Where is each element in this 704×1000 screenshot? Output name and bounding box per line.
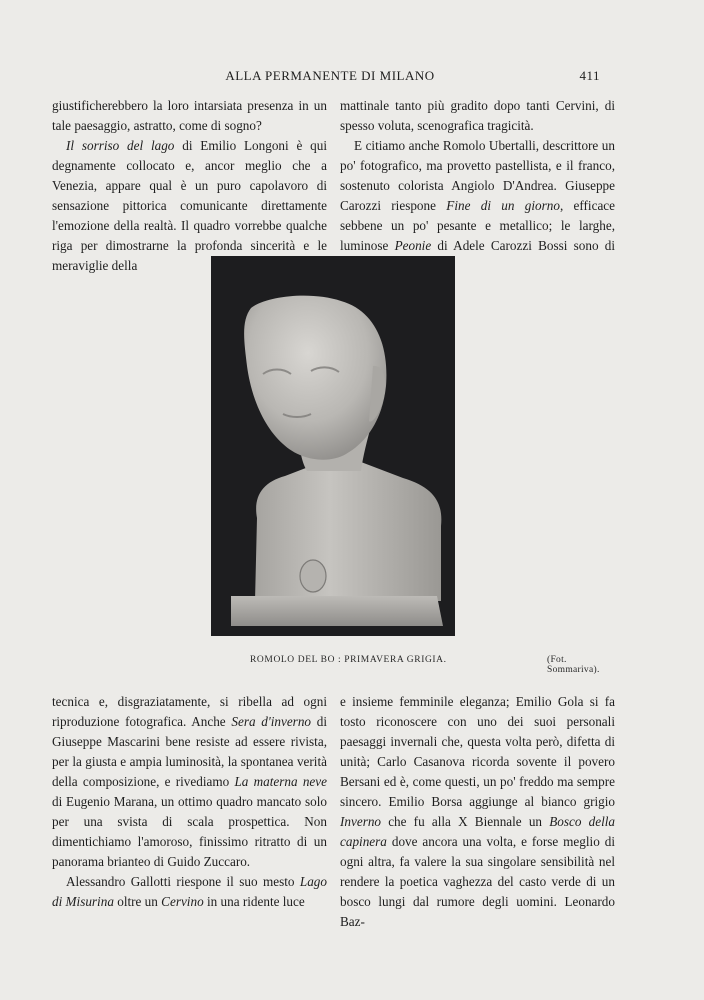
paragraph-text: di Emilio Longoni è qui degnamente collocato e, ancor meglio che a Venezia, appare qual è un puro capolavoro di sensazione pittorica comunicante direttamente l'emozione della realtà. Il quadro vorrebbe qualche riga per dimostrarne la profonda sincerità e le meraviglie della [52,138,327,273]
paragraph-text: dove ancora una volta, e forse meglio di ogni altra, fa valere la sua singolare sensibilità nel rendere la poetica vaghezza del casto verde di un bosco lungi dal rumore degli uomini. Leonardo Baz- [340,834,615,929]
paragraph [52,136,327,276]
paragraph-text: Alessandro Gallotti riespone il suo mesto [66,874,295,889]
artwork-title: Peonie [394,238,432,253]
paragraph-text: di Adele Carozzi Bossi sono di [437,238,616,253]
artwork-title: La materna neve [234,774,327,789]
artwork-title: Inverno [340,814,382,829]
caption-title: ROMOLO DEL BO : PRIMAVERA GRIGIA. [250,655,447,665]
text-column-bottom-left [52,692,327,912]
page-header [52,68,608,86]
sculpture-photograph [211,256,455,636]
paragraph-text: oltre un [117,894,158,909]
text-column-bottom-right [340,692,615,932]
paragraph [340,96,615,136]
artwork-title: Fine di un giorno [446,198,560,213]
paragraph [340,136,615,276]
paragraph-text: che fu alla X Biennale un [388,814,543,829]
paragraph-text: , efficace sebbene un po' pesante e metallico; le larghe, luminose [340,198,615,253]
paragraph-text: e insieme femminile eleganza; Emilio Gola si fa tosto riconoscere con uno dei suoi personali paesaggi invernali che, questa volta però, difetta di unità; Carlo Casanova ricorda sovente il povero Bersani ed è, come questi, un po' freddo ma sempre sincero. Emilio Borsa aggiunge al bianco grigio [340,694,615,809]
bust-brooch [300,560,326,592]
running-title: ALLA PERMANENTE DI MILANO [225,68,435,83]
page-number: 411 [579,68,600,83]
artwork-title: Cervino [161,894,204,909]
paragraph [340,692,615,932]
paragraph-text: di Eugenio Marana, un ottimo quadro mancato solo per una svista di scala prospettica. Non dimentichiamo l'amoroso, finissimo ritratto di un panorama brianteo di Guido Zuccaro. [52,794,327,869]
paragraph-text: in una ridente luce [206,894,305,909]
bust-illustration [211,256,455,636]
paragraph-text: tecnica e, disgraziatamente, si ribella ad ogni riproduzione fotografica. Anche [52,694,327,729]
figure-caption [52,655,608,675]
paragraph [52,96,327,136]
paragraph [52,692,327,872]
photo-credit: (Fot. Sommariva). [547,655,600,675]
bust-torso [255,462,441,601]
text-column-top-right [340,96,615,276]
artwork-title: Lago di Misurina [52,874,327,909]
paragraph [52,872,327,912]
paragraph-text: di Giuseppe Mascarini bene resiste ad essere rivista, per la giusta e ampia luminosità, la spontanea verità della composizione, e rivediamo [52,714,328,789]
paragraph-text: E citiamo anche Romolo Ubertalli, descrittore un po' fotografico, ma provetto pastellista, e il franco, sostenuto colorista Angiolo D'Andrea. Giuseppe Carozzi riespone [340,138,615,213]
paragraph-text: giustificherebbero la loro intarsiata presenza in un tale paesaggio, astratto, come di sogno? [52,98,327,133]
bust-base [231,596,443,626]
artwork-title: Bosco della capinera [340,814,615,849]
artwork-title: Sera d'inverno [231,714,312,729]
text-column-top-left [52,96,327,276]
artwork-title: Il sorriso del lago [66,138,175,153]
paragraph-text: mattinale tanto più gradito dopo tanti Cervini, di spesso voluta, scenografica tragicità. [340,98,615,133]
